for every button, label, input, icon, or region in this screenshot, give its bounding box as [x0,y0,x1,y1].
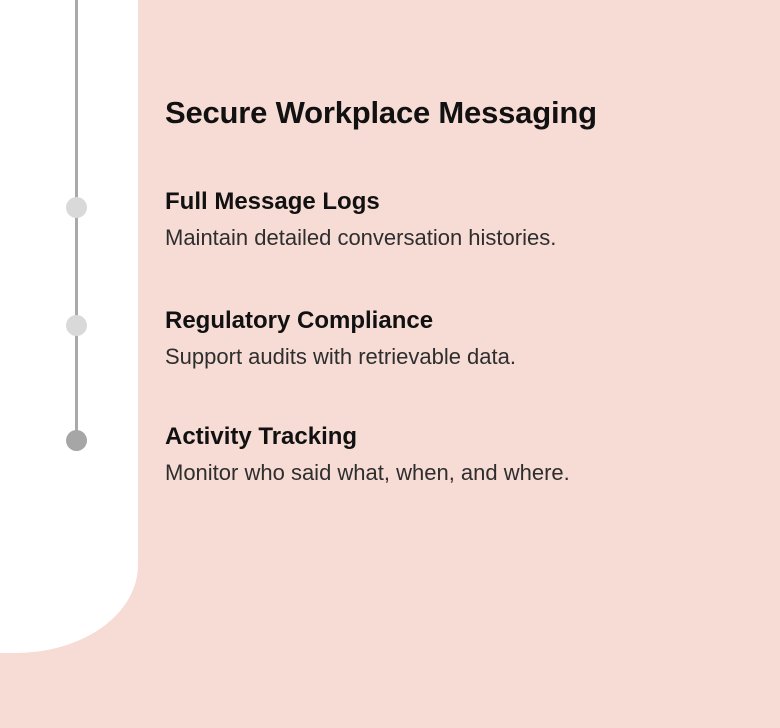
feature-item-full-message-logs [165,186,725,253]
feature-item-activity-tracking [165,421,725,488]
feature-title: Regulatory Compliance [165,307,434,334]
timeline-dot-2 [66,315,87,336]
timeline-line [75,0,78,441]
feature-item-regulatory-compliance [165,305,725,372]
timeline-dot-3 [66,430,87,451]
page-title: Secure Workplace Messaging [165,94,597,130]
feature-description: Monitor who said what, when, and where. [165,460,570,485]
feature-title: Activity Tracking [165,423,358,450]
timeline-dot-1 [66,197,87,218]
feature-description: Maintain detailed conversation histories. [165,225,557,250]
feature-description: Support audits with retrievable data. [165,344,516,369]
feature-title: Full Message Logs [165,188,380,215]
